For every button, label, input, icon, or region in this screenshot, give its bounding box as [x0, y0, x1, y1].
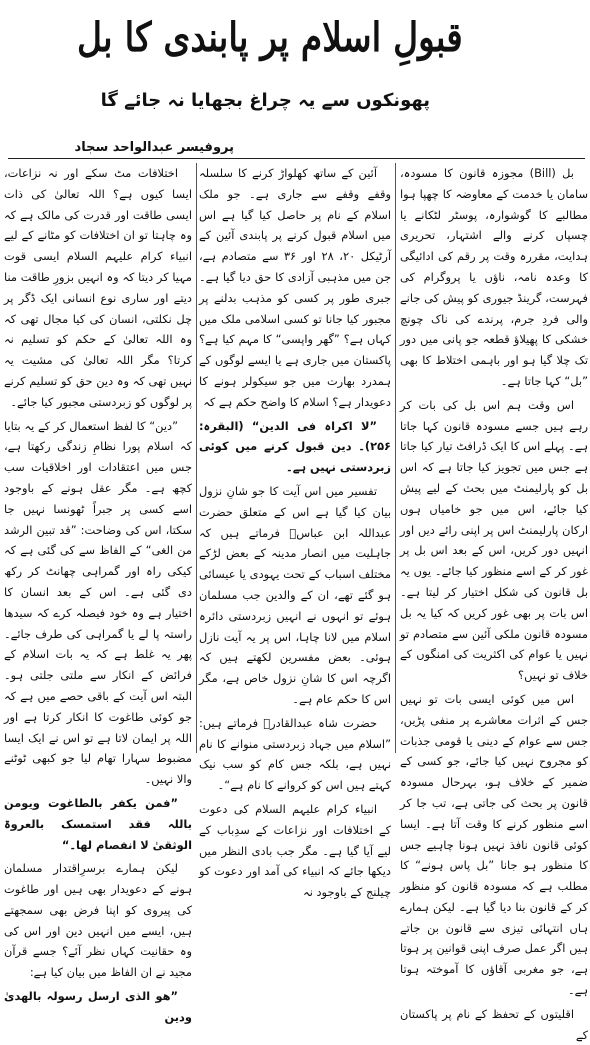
paragraph: تفسیر میں اس آیت کا جو شانِ نزول بیان کیا گیا ہے اس کے متعلق حضرت عبداللہ ابن عباسؓ فرماتے ہیں کہ جاہلیت میں انصار مدینہ کے بعض لڑکے مختلف اسباب کے تحت یہودی یا عیسائی ہو گئے تھے، ان کے والدین جب مسلمان ہوئے تو انہوں نے انہیں زبردستی دائرہ اسلام میں لانا چاہا، اس پر یہ آیت نازل ہوئی۔ بعض مفسرین لکھتے ہیں کہ اگرچہ اس کا شانِ نزول خاص ہے، مگر اس کا حکم عام ہے۔: [199, 483, 391, 706]
paragraph: اس وقت ہم اس بل کی بات کر رہے ہیں جسے مسودہ قانون کہا جاتا ہے۔ پہلے اس کا ایک ڈرافٹ تیار کیا جاتا ہے جس میں تجویز کیا جاتا ہے کہ اس بل کو پارلیمنٹ میں بحث کے لیے پیش کیا جائے، اس میں جو خامیاں ہوں ارکان پارلیمنٹ اس پر اپنی رائے دیں اور انہیں دور کریں، اس کے بعد اس بل پر غور کر کے اسے منظور کیا جائے۔ یوں یہ بل قانون کی شکل اختیار کر لیتا ہے۔ اس بات پر بھی غور کریں کہ کیا یہ بل مسودہ قانون ملکی آئین سے متصادم تو نہیں یا عوام کی اکثریت کی امنگوں کے خلاف تو نہیں؟: [400, 397, 588, 683]
paragraph: اختلافات مٹ سکے اور نہ نزاعات، ایسا کیوں ہے؟ اللہ تعالیٰ کی ذات ایسی طاقت اور قدرت کی مالک ہے کہ وہ چاہتا تو ان اختلافات کو مٹانے کے لیے انبیاء کرام علیہم السلام ایسی قوت مہیا کر دیتا کہ وہ انہیں بزورِ طاقت منا دیتے اور ساری نوع انسانی ایک ڈگر پر چل نکلتی، انسان کی کیا مجال تھی کہ وہ اللہ تعالیٰ کے حکم کو تسلیم نہ کرتا؟ مگر اللہ تعالیٰ کی مشیت یہ نہیں تھی کہ وہ دین حق کو تسلیم کرنے پر لوگوں کو زبردستی مجبور کیا جائے۔: [4, 166, 192, 409]
paragraph: انبیاء کرام علیہم السلام کی دعوت کے اختلافات اور نزاعات کے سدِباب کے لیے آیا گیا ہے۔ مگر جب بادی النظر میں دیکھا جائے کہ انبیاء کی آمد اور دعوت کو چیلنج کے باوجود نہ: [199, 801, 391, 900]
column-left: [4, 163, 192, 1024]
paragraph: آئین کے ساتھ کھلواڑ کرنے کا سلسلہ وقفے وقفے سے جاری ہے۔ جو ملک اسلام کے نام پر حاصل کیا گیا ہے اس میں اسلام قبول کرنے پر پابندی آئین کے آرٹیکل ۲۰، ۲۸ اور ۳۶ سے متصادم ہے، جن میں مذہبی آزادی کا حق دیا گیا ہے۔ جبری طور پر کسی کو مذہب بدلنے پر مجبور کیا جانا تو کسی اسلامی ملک میں کہاں ہے؟ ”گھر واپسی“ کا مہم کیا ہے؟ پاکستان میں جاری ہے یا ایسے لوگوں کے ہمدرد بھارت میں جو سیکولر ہونے کا دعویدار ہے؟ اسلام کا واضح حکم ہے کہ: [199, 166, 391, 409]
paragraph: بل (Bill) مجوزہ قانون کا مسودہ، سامان یا خدمت کے معاوضہ کا چھپا ہوا مطالبے کا گوشوارہ، پوسٹر لٹکانے یا چسپاں کرنے والے اشتہار، تحریری ہدایت، مقررہ وقت پر رقم کی ادائیگی کا وعدہ نامہ، ناؤں یا پروگرام کی فہرست، گرینڈ جیوری کو پیش کی جانے والی فردِ جرم، پرندے کی ناک چونچ خشکی کا پھیلاؤ قطعہ جو پانی میں دور تک چلا گیا ہو اور باہمی اختلاط کا بھی ”بل“ کہا جاتا ہے۔: [400, 166, 588, 388]
quoted-verse: ”فمن یکفر بالطاغوت ویومن باللہ فقد استمسک بالعروۃ الوثقیٰ لا انفصام لھا۔“: [4, 795, 192, 852]
paragraph: ”دین“ کا لفظ استعمال کر کے یہ بتایا کہ اسلام پورا نظامِ زندگی رکھتا ہے، جس میں اعتقادات اور اخلاقیات سب کچھ ہے۔ مگر عقل ہونے کے باوجود اسے کسی پر جبراً ٹھونسا نہیں جا سکتا، اس کی وضاحت: ”قد تبین الرشد من الغی“ کے الفاظ سے کی گئی ہے کہ کیکی راہ اور گمراہی چھانٹ کر رکھ دی گئی ہے۔ اس کے بعد انسان کا اختیار ہے وہ خود فیصلہ کرے کہ سیدھا راستہ پا لے یا گمراہی کی طرف جائے۔ پھر یہ غلط ہے کہ یہ بات اسلام کے فرائض کے انکار سے ملتی جلتی ہو۔ البتہ اس آیت کے باقی حصے میں ہے کہ جو کوئی طاغوت کا انکار کرتا ہے اور اللہ پر ایمان لاتا ہے تو اس نے ایک ایسا مضبوط سہارا تھام لیا جو کبھی ٹوٹنے والا نہیں۔: [4, 418, 192, 787]
subheadline: پھونکوں سے یہ چراغ بجھایا نہ جائے گا: [100, 90, 430, 111]
headline: قبولِ اسلام پر پابندی کا بل: [76, 14, 463, 61]
column-divider: [395, 163, 396, 753]
header-rule: [8, 158, 585, 159]
byline: پروفیسر عبدالواحد سجاد: [74, 140, 234, 155]
column-divider: [196, 163, 197, 753]
column-middle: [199, 163, 391, 900]
quoted-verse: ”لا اکراہ فی الدین“ (البقرہ: ۲۵۶)۔ دین قبول کرنے میں کوئی زبردستی نہیں ہے۔: [199, 418, 391, 475]
column-right: [400, 163, 588, 1042]
quoted-verse: ”ھو الذی ارسل رسولہ بالھدیٰ ودین: [4, 989, 192, 1024]
paragraph: لیکن ہمارے برسرِاقتدار مسلمان ہونے کے دعویدار بھی ہیں اور طاغوت کی پیروی کو اپنا فرض بھی سمجھتے ہیں، ایسے میں انہیں دین اور اس کی وہ حقانیت کہاں نظر آئے؟ جسے قرآن مجید نے ان الفاظ میں بیان کیا ہے:: [4, 861, 192, 980]
paragraph: اقلیتوں کے تحفظ کے نام پر پاکستان کے: [400, 1006, 588, 1042]
paragraph: اس میں کوئی ایسی بات تو نہیں جس کے اثرات معاشرے پر منفی پڑیں، جس سے عوام کے دینی یا قومی جذبات کو مجروح نہیں کیا جائے، جو کسی کے ضمیر کے خلاف ہو، بہرحال مسودہ قانون پر بحث کی جاتی ہے، تب جا کر اسے منظور کرنے کا وقت آتا ہے۔ ایسا کوئی قانون نافذ نہیں ہونا چاہیے جس کا منظور ہو جانا ”بل پاس ہونے“ کا مطلب ہے کہ مسودہ قانون کو منظور کر کے قانون بنا دیا گیا ہے۔ لیکن ہمارے ہاں انتہائی تیزی سے قانون بن جاتے ہیں اگر عمل صرف اپنی قوانین پر ہوتا ہے، جو مغربی آقاؤں کا آموختہ ہوتا ہے۔: [400, 691, 588, 998]
paragraph: حضرت شاہ عبدالقادرؒ فرماتے ہیں: ”اسلام میں جہاد زبردستی منوانے کا نام نہیں ہے، بلکہ جس کام کو سب نیک کہتے ہیں اس کو کروانے کا نام ہے“۔: [199, 715, 391, 793]
